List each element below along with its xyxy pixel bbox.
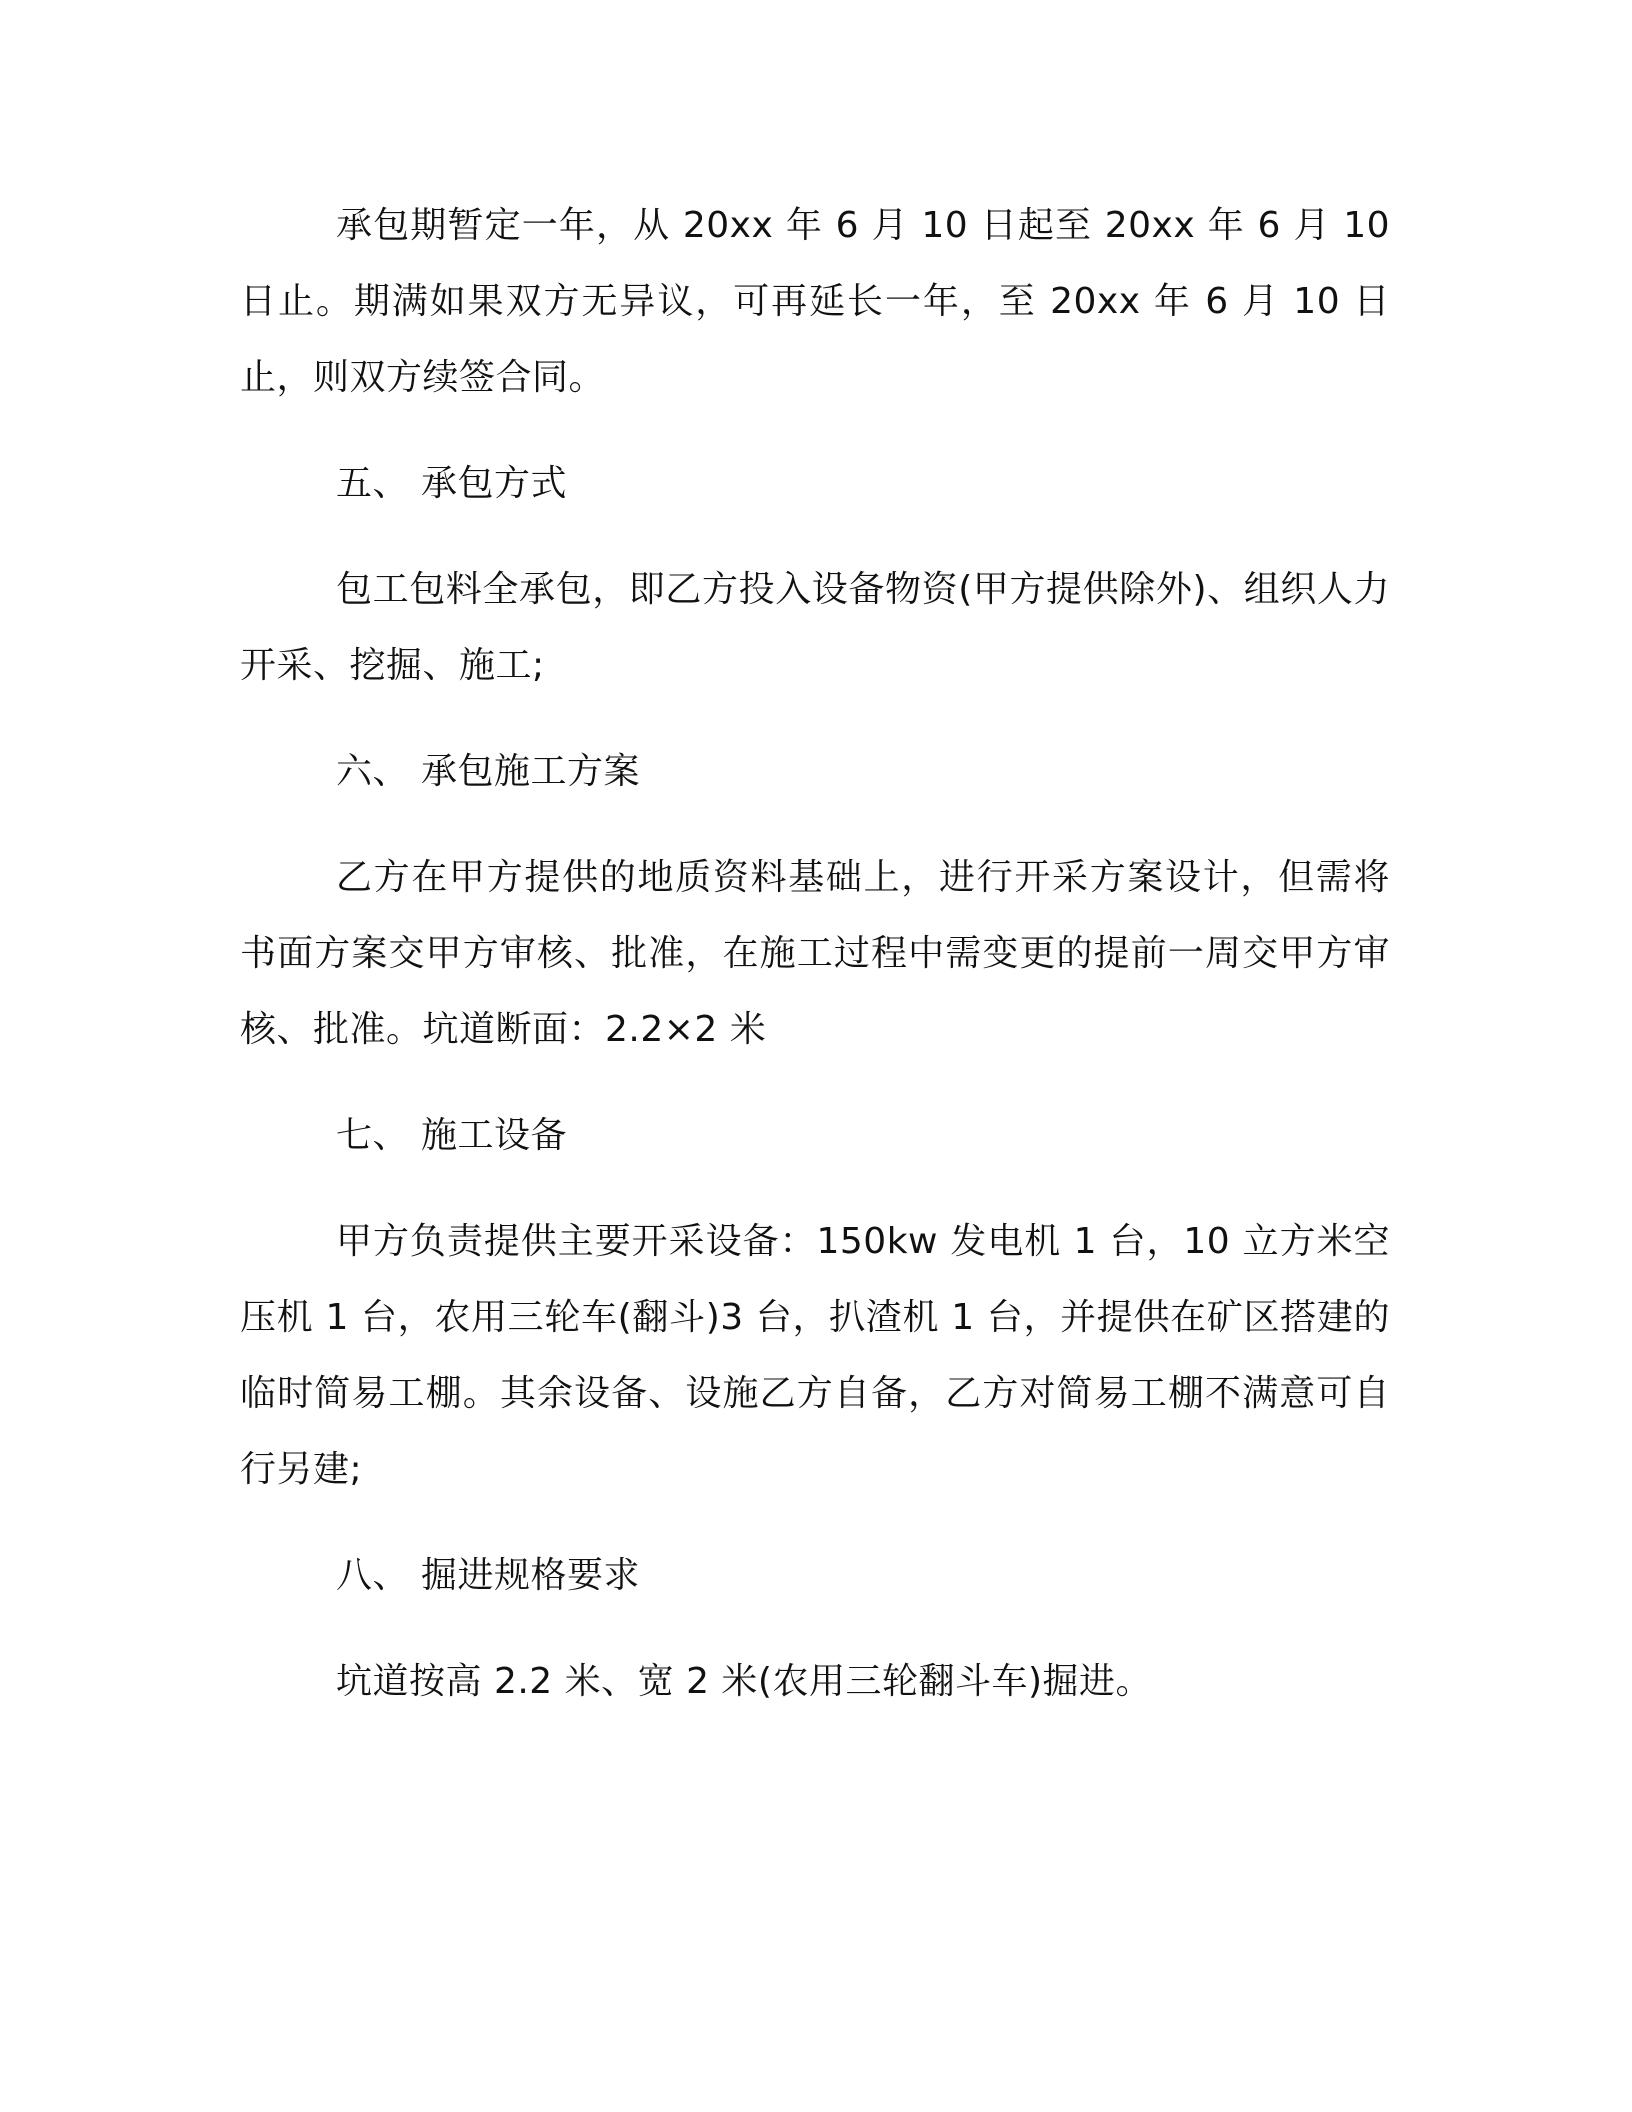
document-body bbox=[240, 188, 1390, 1720]
paragraph-construction-equipment: 甲方负责提供主要开采设备：150kw 发电机 1 台，10 立方米空压机 1 台，农用三轮车(翻斗)3 台，扒渣机 1 台，并提供在矿区搭建的临时简易工棚。其余设备、设施乙方自备，乙方对简易工棚不满意可自行另建; bbox=[240, 1221, 1390, 1490]
paragraph-construction-plan: 乙方在甲方提供的地质资料基础上，进行开采方案设计，但需将书面方案交甲方审核、批准，在施工过程中需变更的提前一周交甲方审核、批准。坑道断面：2.2×2 米 bbox=[240, 857, 1390, 1050]
heading-contract-method: 五、 承包方式 bbox=[336, 463, 567, 504]
paragraph-excavation-spec: 坑道按高 2.2 米、宽 2 米(农用三轮翻斗车)掘进。 bbox=[336, 1661, 1153, 1702]
heading-excavation-spec: 八、 掘进规格要求 bbox=[336, 1555, 640, 1596]
heading-construction-plan: 六、 承包施工方案 bbox=[336, 751, 640, 792]
paragraph-contract-method: 包工包料全承包，即乙方投入设备物资(甲方提供除外)、组织人力开采、挖掘、施工; bbox=[240, 569, 1390, 686]
paragraph-contract-term: 承包期暂定一年，从 20xx 年 6 月 10 日起至 20xx 年 6 月 10 日止。期满如果双方无异议，可再延长一年，至 20xx 年 6 月 10 日止，则双方续签合同。 bbox=[240, 205, 1390, 398]
heading-construction-equipment: 七、 施工设备 bbox=[336, 1115, 567, 1156]
